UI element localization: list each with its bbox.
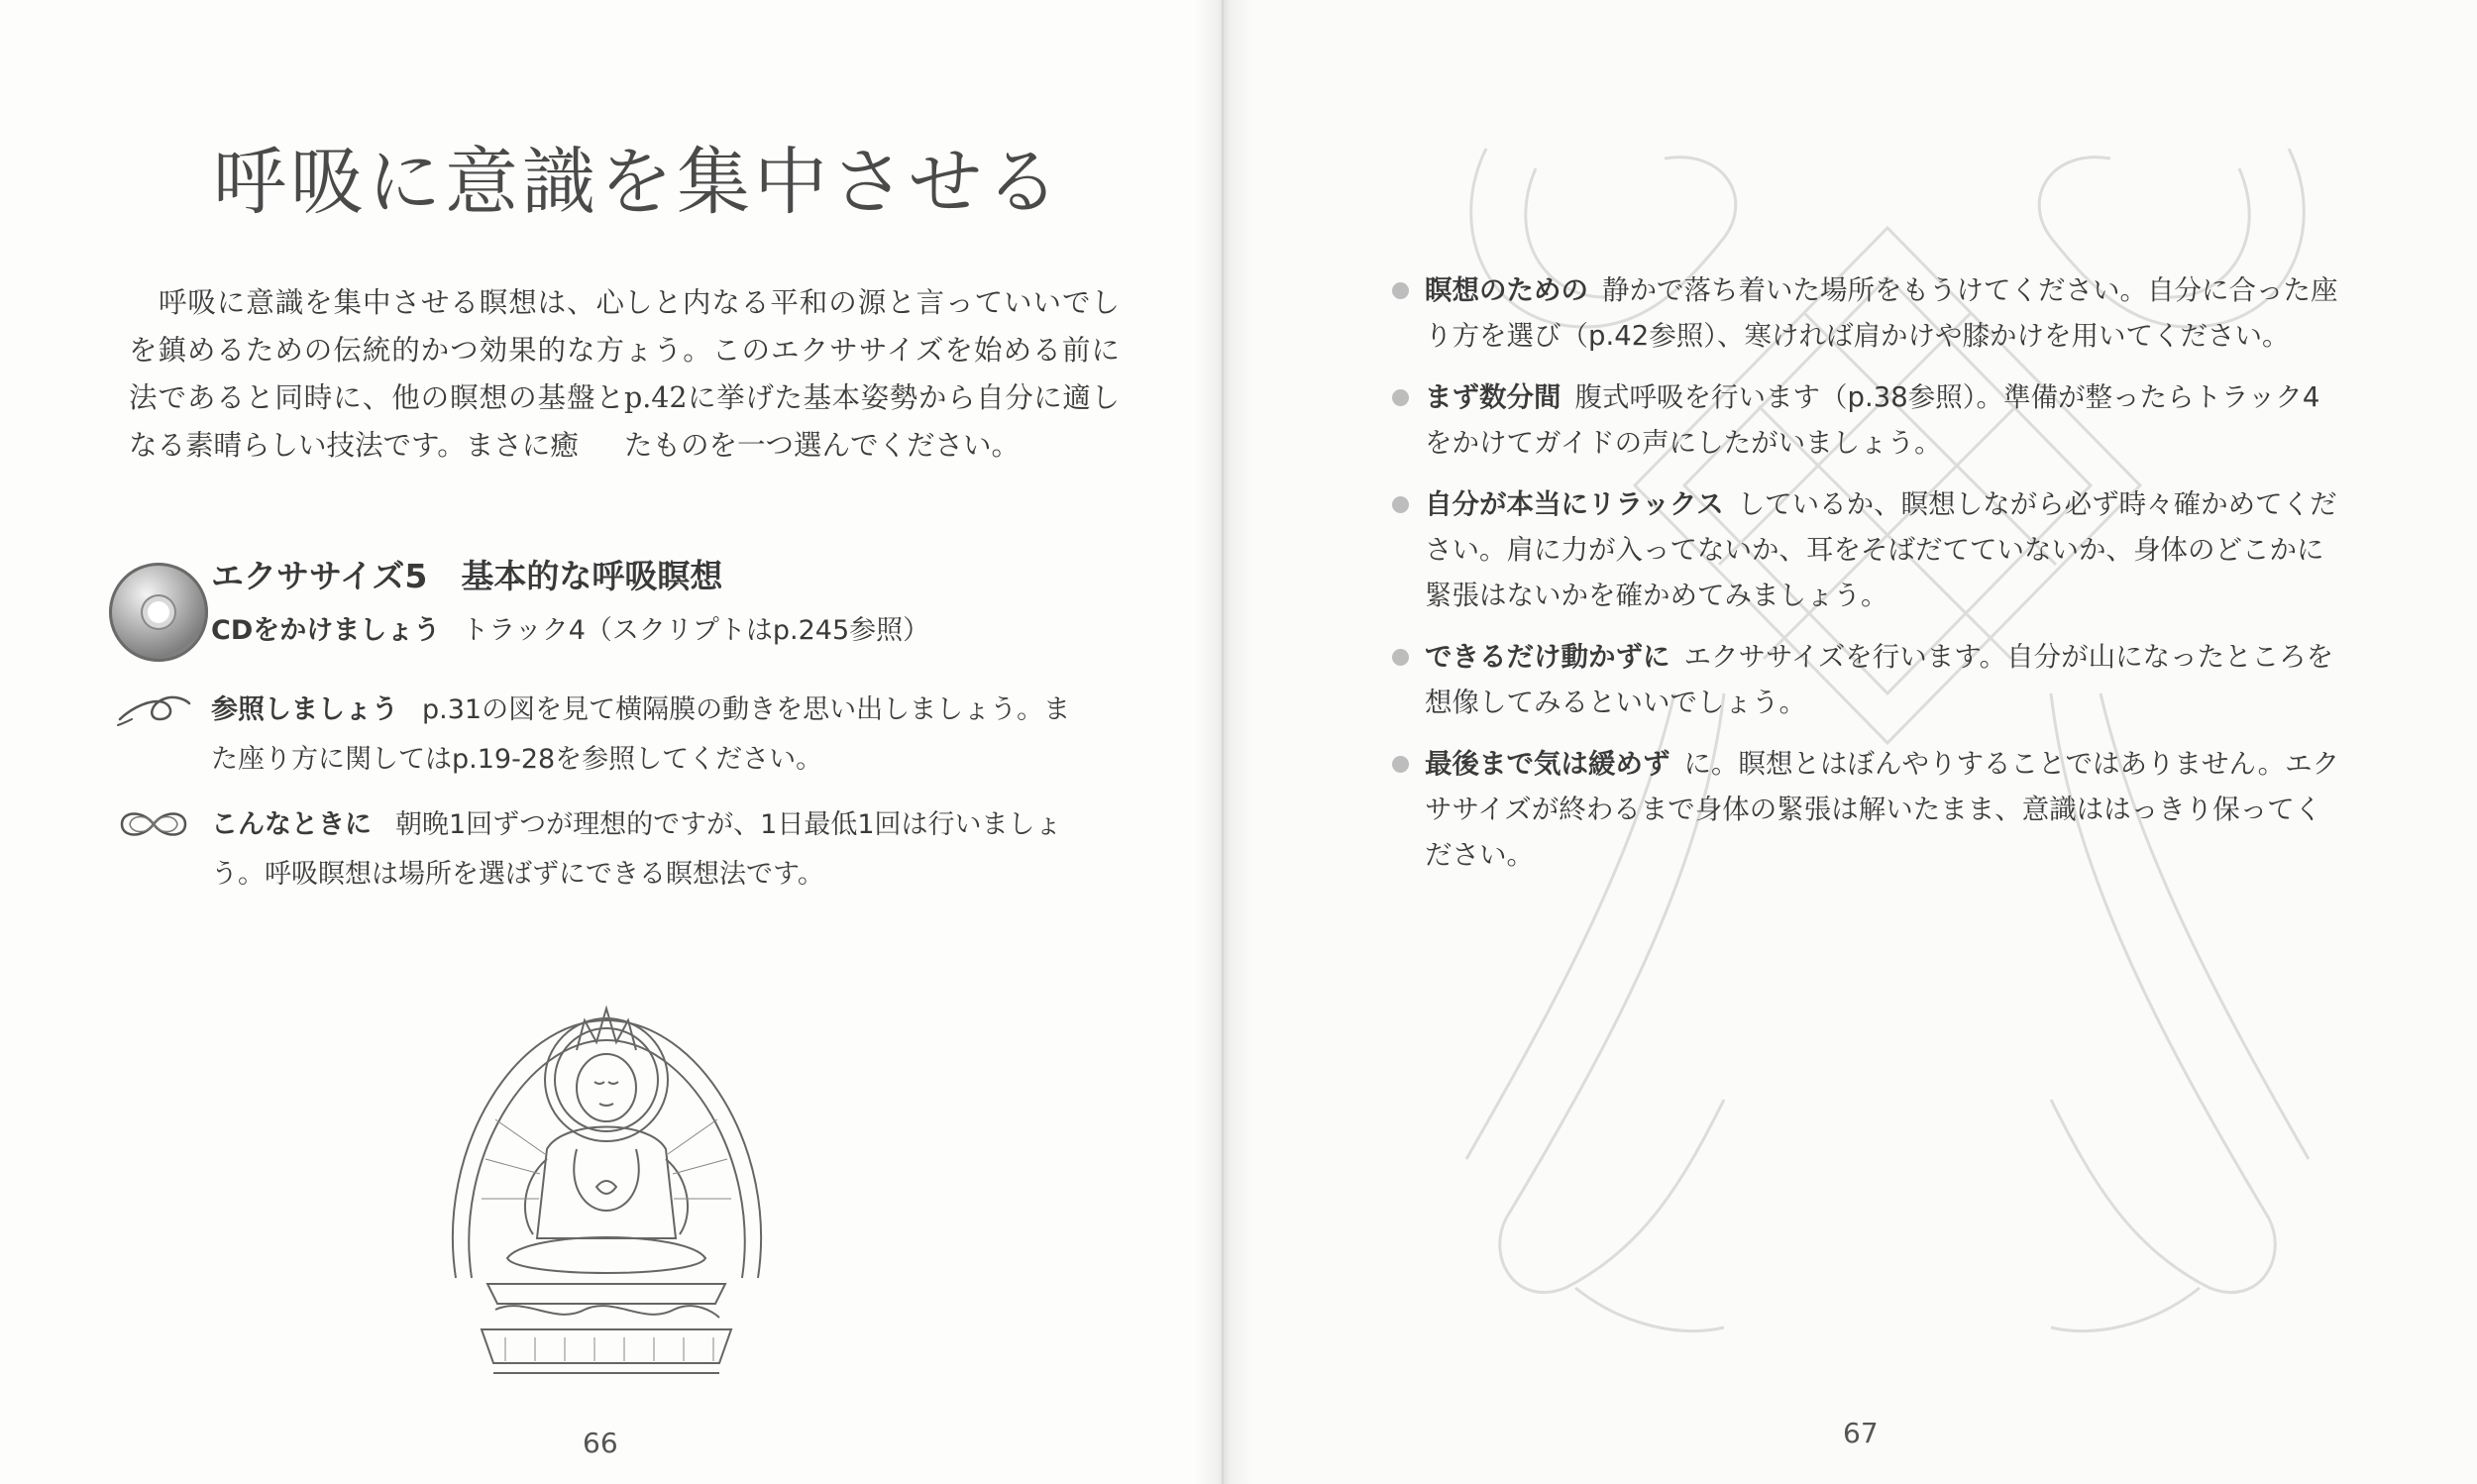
exercise-title: [211, 551, 722, 597]
instruction-list: [1392, 267, 2343, 894]
book-gutter-line: [1222, 0, 1224, 1484]
cd-label: CDをかけましょう: [211, 615, 441, 646]
intro-column-1: 呼吸に意識を集中させる瞑想は、心を鎮めるための伝統的かつ効果的な方法であると同時に、他の瞑想の基盤となる素晴らしい技法です。まさに癒: [129, 286, 624, 462]
list-item: 瞑想のための 静かで落ち着いた場所をもうけてください。自分に合った座り方を選び（p.42参照）、寒ければ肩かけや膝かけを用いてください。: [1392, 267, 2343, 359]
bullet-dot-icon: [1392, 496, 1409, 513]
intro-column-2: しと内なる平和の源と言っていいでしょう。このエクササイズを始める前にp.42に挙げた基本姿勢から自分に適したものを一つ選んでください。: [624, 286, 1120, 462]
exercise-name: 基本的な呼吸瞑想: [461, 557, 723, 595]
bullet-dot-icon: [1392, 649, 1409, 666]
page-title: 呼吸に意識を集中させる: [213, 140, 1063, 225]
cd-icon: [109, 563, 208, 662]
list-item: まず数分間 腹式呼吸を行います（p.38参照）。準備が整ったらトラック4をかけてガイドの声にしたがいましょう。: [1392, 374, 2343, 466]
note-body: p.31の図を見て横隔膜の動きを思い出しましょう。また座り方に関してはp.19-28を参照してください。: [211, 694, 1071, 775]
bodhisattva-illustration: [436, 981, 778, 1392]
note-body: 朝晩1回ずつが理想的ですが、1日最低1回は行いましょう。呼吸瞑想は場所を選ばずにできる瞑想法です。: [211, 809, 1062, 890]
list-item: できるだけ動かずに エクササイズを行います。自分が山になったところを想像してみるといいでしょう。: [1392, 634, 2343, 725]
exercise-cd-line: [211, 608, 929, 647]
note-heading: 参照しましょう: [211, 694, 398, 725]
book-gutter-shadow: [1194, 0, 1253, 1484]
list-item: 自分が本当にリラックス しているか、瞑想しながら必ず時々確かめてください。肩に力が入ってないか、耳をそばだてていないか、身体のどこかに緊張はないかを確かめてみましょう。: [1392, 481, 2343, 618]
left-page: [0, 0, 1224, 1484]
bullet-dot-icon: [1392, 756, 1409, 773]
track-info: トラック4（スクリプトはp.245参照）: [462, 615, 930, 646]
exercise-label: エクササイズ5: [211, 557, 428, 595]
list-item: 最後まで気は緩めず に。瞑想とはぼんやりすることではありません。エクササイズが終わるまで身体の緊張は解いたまま、意識ははっきり保ってください。: [1392, 741, 2343, 878]
page-number-left: 66: [583, 1427, 618, 1459]
note-heading: こんなときに: [211, 809, 372, 840]
bullet-dot-icon: [1392, 282, 1409, 299]
bullet-dot-icon: [1392, 389, 1409, 406]
infinity-knot-icon: [114, 804, 193, 844]
page-number-right: 67: [1843, 1417, 1879, 1449]
reference-swirl-icon: [114, 689, 193, 729]
